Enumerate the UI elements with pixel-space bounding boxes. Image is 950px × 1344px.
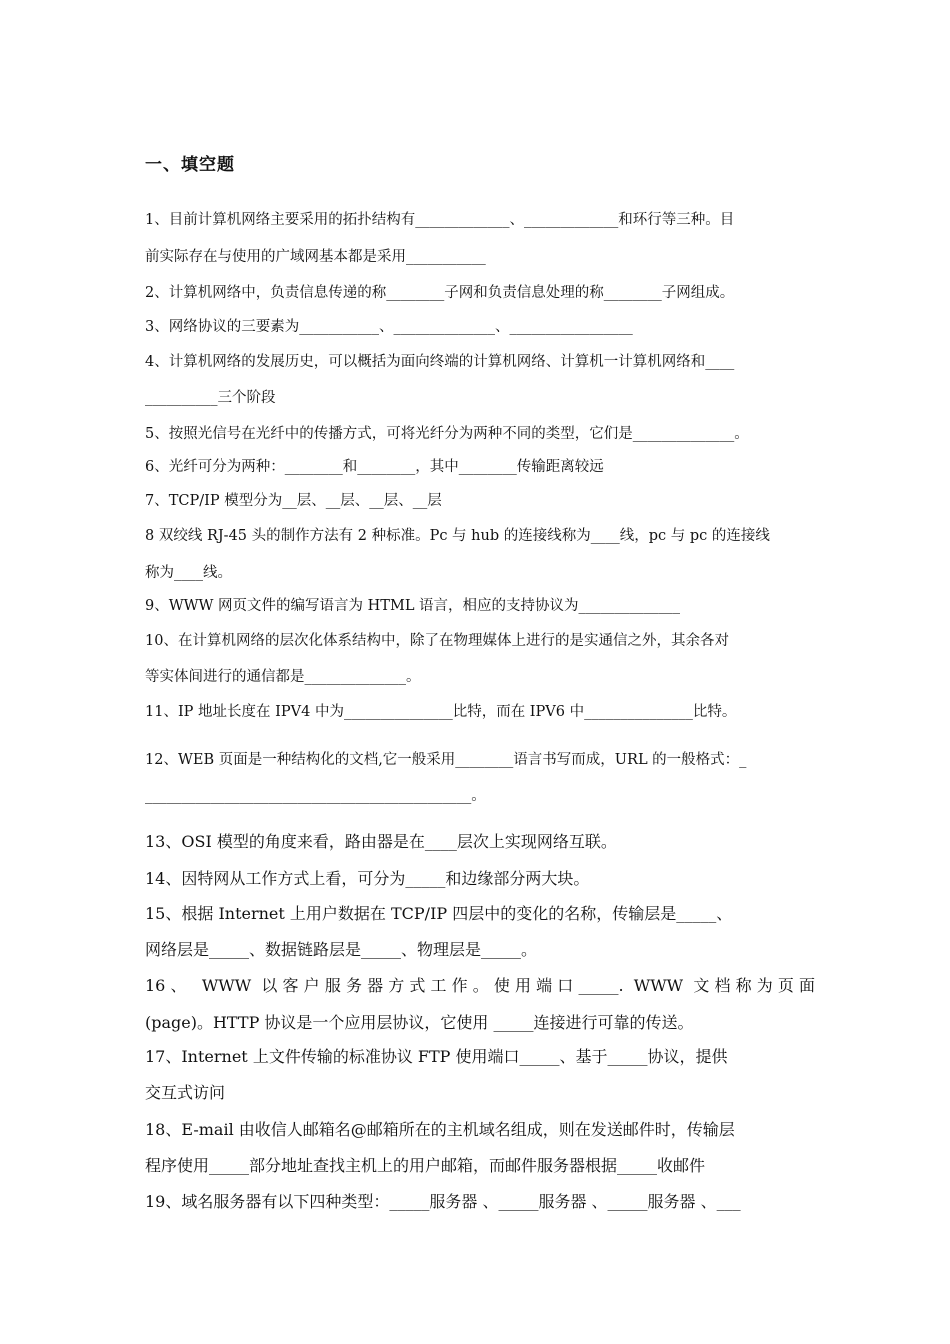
question-line-17: _____________________________________________。 [145,788,486,804]
question-line-2: 前实际存在与使用的广域网基本都是采用___________ [145,249,486,265]
question-line-6: __________三个阶段 [145,390,276,406]
question-line-5: 4、计算机网络的发展历史，可以概括为面向终端的计算机网络、计算机一计算机网络和____ [145,354,735,370]
question-line-27: 程序使用_____部分地址查找主机上的用户邮箱，而邮件服务器根据_____收邮件 [145,1156,706,1175]
section-title: 一、填空题 [145,155,235,175]
question-line-9: 7、TCP/IP 模型分为__层、__层、__层、__层 [145,493,442,509]
question-line-1: 1、目前计算机网络主要采用的拓扑结构有_____________、_____________和环行等三种。目 [145,212,735,228]
question-line-3: 2、计算机网络中，负责信息传递的称________子网和负责信息处理的称________子网组成。 [145,285,735,301]
question-line-22: 16、 WWW 以客户服务器方式工作。使用端口_____. WWW 文档称为页面 [145,976,815,995]
question-line-24: 17、Internet 上文件传输的标准协议 FTP 使用端口_____、基于_____协议，提供 [145,1047,728,1066]
question-line-26: 18、E-mail 由收信人邮箱名@邮箱所在的主机域名组成，则在发送邮件时，传输层 [145,1120,735,1139]
question-line-28: 19、域名服务器有以下四种类型：_____服务器 、_____服务器 、_____服务器 、___ [145,1192,741,1211]
question-line-21: 网络层是_____、数据链路层是_____、物理层是_____。 [145,940,538,959]
question-line-4: 3、网络协议的三要素为___________、______________、_________________ [145,319,633,335]
question-line-16: 12、WEB 页面是一种结构化的文档,它一般采用________语言书写而成，URL 的一般格式：_ [145,752,747,768]
question-line-20: 15、根据 Internet 上用户数据在 TCP/IP 四层中的变化的名称，传输层是_____、 [145,904,733,923]
question-line-8: 6、光纤可分为两种：________和________，其中________传输距离较远 [145,459,604,475]
question-line-18: 13、OSI 模型的角度来看，路由器是在____层次上实现网络互联。 [145,832,617,851]
question-line-11: 称为____线。 [145,565,232,581]
question-line-14: 等实体间进行的通信都是______________。 [145,669,421,685]
question-line-10: 8 双绞线 RJ-45 头的制作方法有 2 种标准。Pc 与 hub 的连接线称为____线，pc 与 pc 的连接线 [145,528,770,544]
question-line-12: 9、WWW 网页文件的编写语言为 HTML 语言，相应的支持协议为______________ [145,598,681,614]
question-line-7: 5、按照光信号在光纤中的传播方式，可将光纤分为两种不同的类型，它们是______________。 [145,426,749,442]
question-line-19: 14、因特网从工作方式上看，可分为_____和边缘部分两大块。 [145,869,590,888]
question-line-25: 交互式访问 [145,1083,226,1102]
question-line-15: 11、IP 地址长度在 IPV4 中为_______________比特，而在 IPV6 中_______________比特。 [145,704,737,720]
question-line-13: 10、在计算机网络的层次化体系结构中，除了在物理媒体上进行的是实通信之外，其余各对 [145,633,729,649]
question-line-23: (page)。HTTP 协议是一个应用层协议，它使用 _____连接进行可靠的传送。 [145,1013,694,1032]
